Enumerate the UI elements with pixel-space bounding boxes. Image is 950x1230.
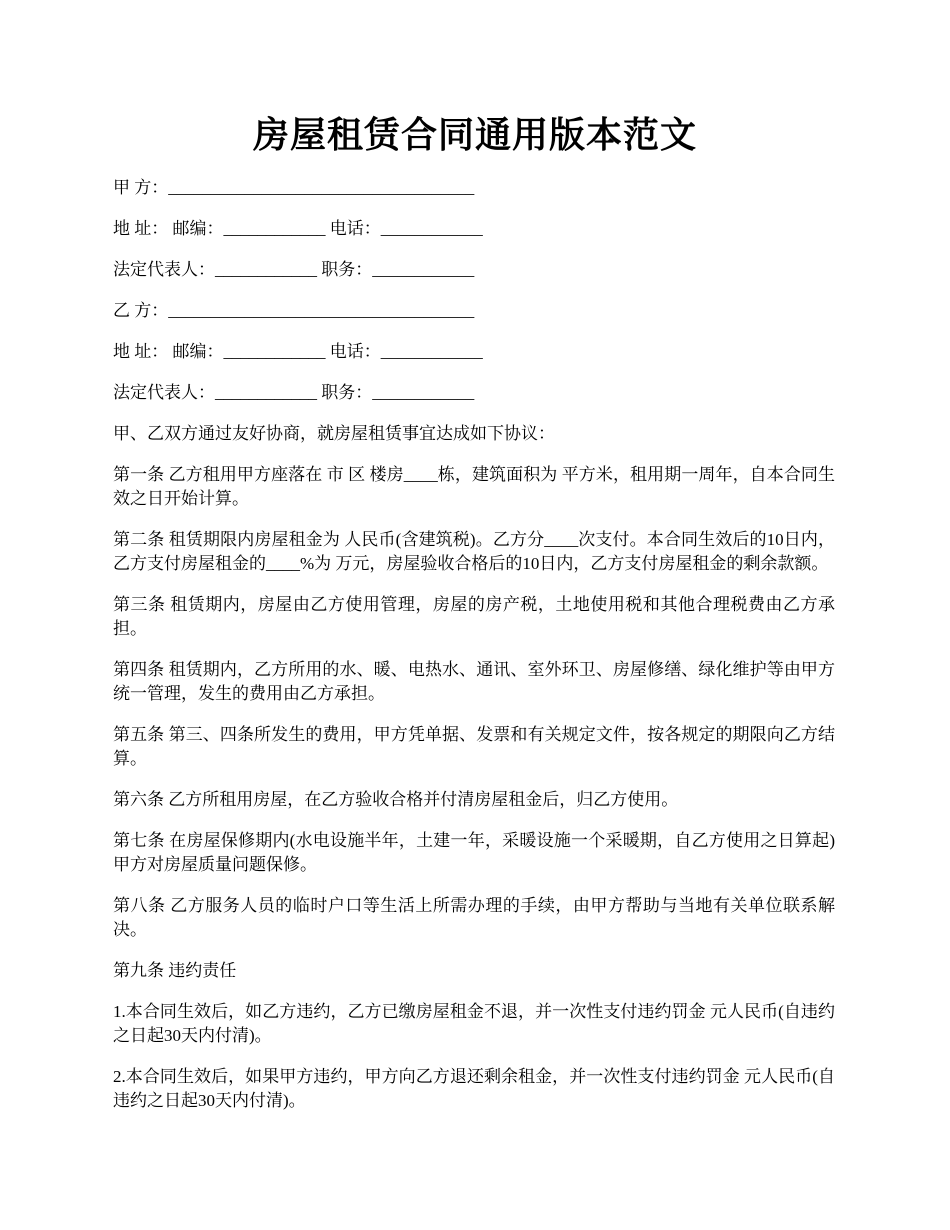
- document-body: [113, 176, 835, 1130]
- document-title: 房屋租赁合同通用版本范文: [252, 115, 697, 155]
- article-5-paragraph: 第五条 第三、四条所发生的费用，甲方凭单据、发票和有关规定文件，按各规定的期限向乙方结算。: [113, 725, 835, 768]
- party-b-name-line: 乙 方：____________________________________: [113, 301, 475, 320]
- article-4-paragraph: 第四条 租赁期内，乙方所用的水、暖、电热水、通讯、室外环卫、房屋修缮、绿化维护等由甲方统一管理，发生的费用由乙方承担。: [113, 660, 835, 703]
- intro-paragraph: 甲、乙双方通过友好协商，就房屋租赁事宜达成如下协议：: [113, 424, 555, 443]
- party-a-name-line: 甲 方：____________________________________: [113, 178, 475, 197]
- article-9-clause-1: 1.本合同生效后，如乙方违约，乙方已缴房屋租金不退，并一次性支付违约罚金 元人民币(自违约之日起30天内付清)。: [113, 1002, 835, 1045]
- article-9-heading: 第九条 违约责任: [113, 961, 237, 980]
- article-7-paragraph: 第七条 在房屋保修期内(水电设施半年，土建一年，采暖设施一个采暖期，自乙方使用之日算起)甲方对房屋质量问题保修。: [113, 831, 835, 874]
- article-1-paragraph: 第一条 乙方租用甲方座落在 市 区 楼房____栋，建筑面积为 平方米，租用期一周年，自本合同生效之日开始计算。: [113, 465, 835, 508]
- article-2-paragraph: 第二条 租赁期限内房屋租金为 人民币(含建筑税)。乙方分____次支付。本合同生效后的10日内，乙方支付房屋租金的____%为 万元，房屋验收合格后的10日内，乙方支付房屋租金的剩余款额。: [113, 530, 835, 573]
- article-6-paragraph: 第六条 乙方所租用房屋，在乙方验收合格并付清房屋租金后，归乙方使用。: [113, 790, 679, 809]
- party-b-representative-line: 法定代表人：____________ 职务：____________: [113, 383, 475, 402]
- party-b-address-line: 地 址： 邮编：____________ 电话：____________: [113, 342, 483, 361]
- article-9-clause-2: 2.本合同生效后，如果甲方违约，甲方向乙方退还剩余租金，并一次性支付违约罚金 元人民币(自违约之日起30天内付清)。: [113, 1067, 835, 1110]
- article-8-paragraph: 第八条 乙方服务人员的临时户口等生活上所需办理的手续，由甲方帮助与当地有关单位联系解决。: [113, 896, 835, 939]
- party-a-address-line: 地 址： 邮编：____________ 电话：____________: [113, 219, 483, 238]
- party-a-representative-line: 法定代表人：____________ 职务：____________: [113, 260, 475, 279]
- article-3-paragraph: 第三条 租赁期内，房屋由乙方使用管理，房屋的房产税，土地使用税和其他合理税费由乙方承担。: [113, 595, 835, 638]
